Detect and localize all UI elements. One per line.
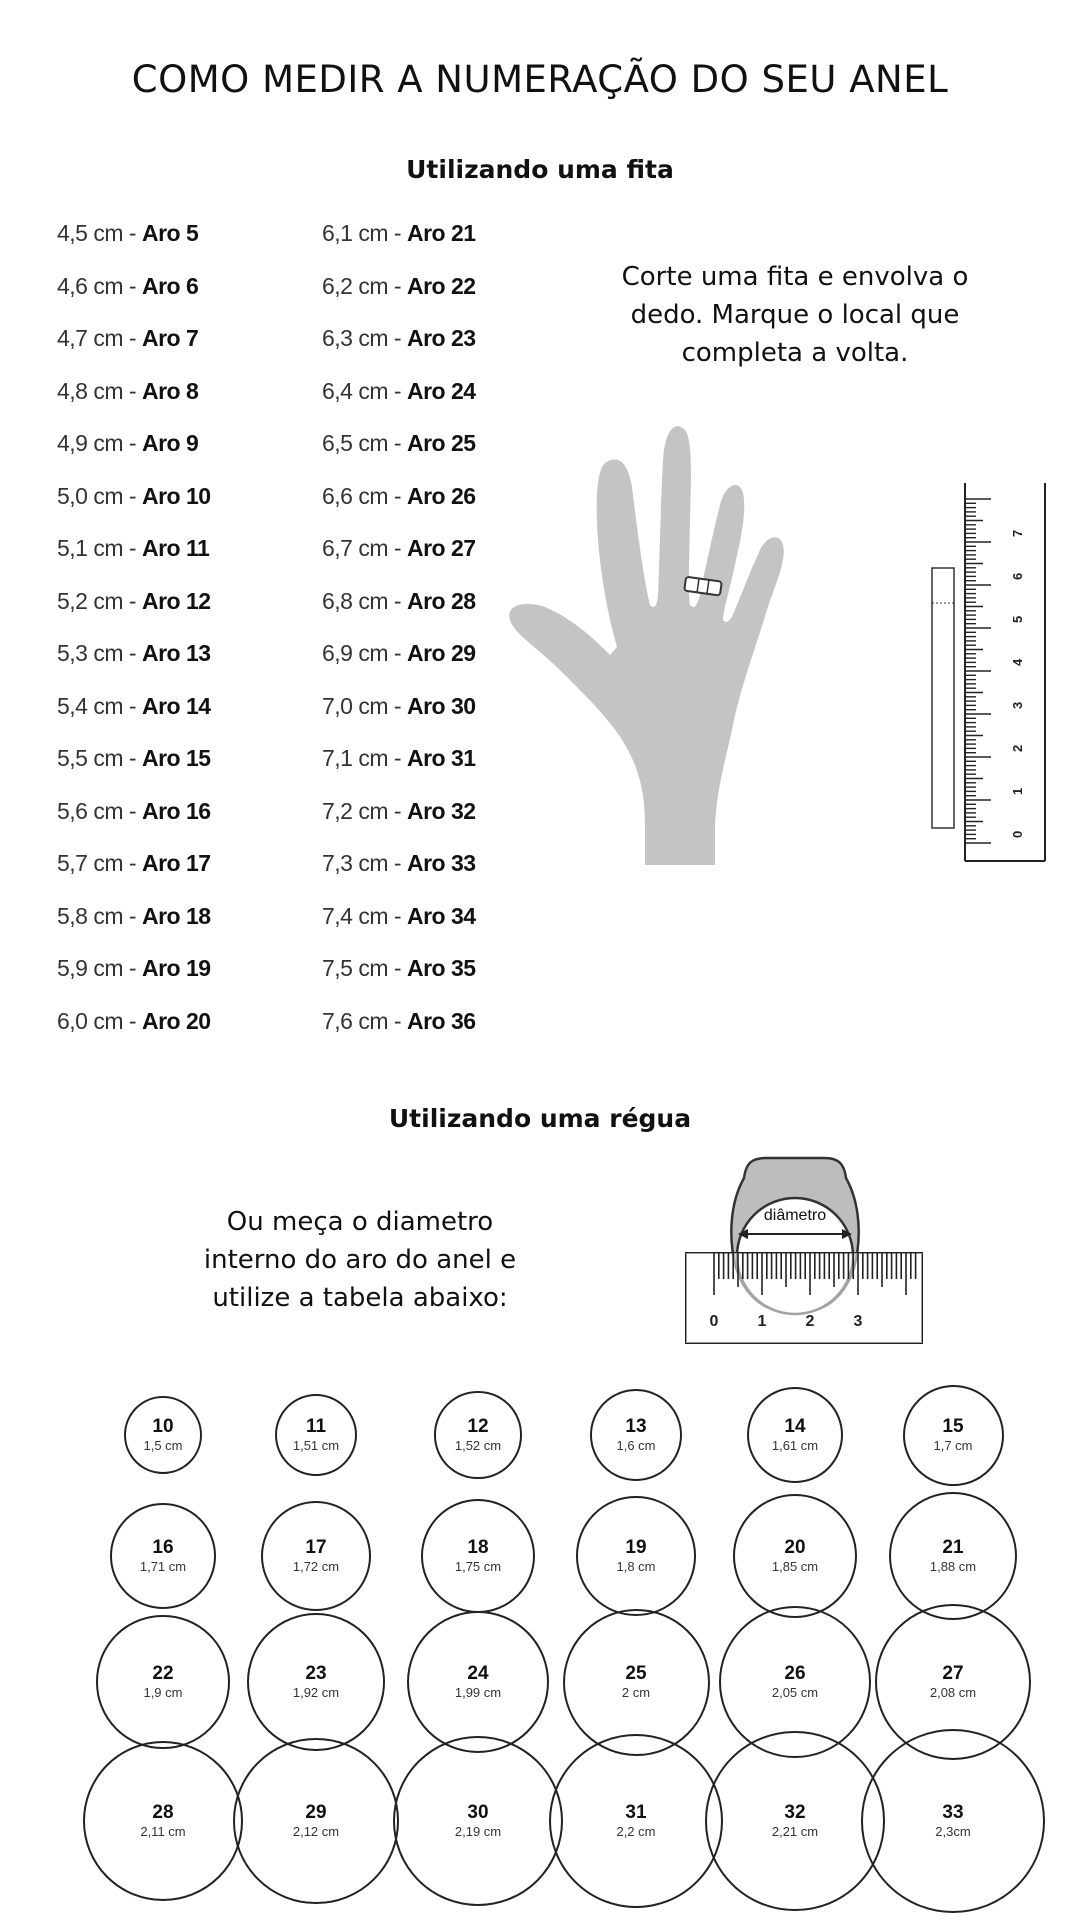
- ring-size-circle: [247, 1613, 385, 1751]
- aro-size: Aro 30: [406, 692, 476, 719]
- size-row: [57, 483, 211, 536]
- ring-diameter: 1,5 cm: [143, 1438, 183, 1453]
- aro-size: Aro 15: [141, 745, 211, 771]
- tape-instruction: Corte uma fita e envolva o dedo. Marque o local que completa a volta.: [621, 262, 969, 368]
- ring-size-number: 22: [152, 1662, 174, 1684]
- size-row: [322, 745, 476, 798]
- ring-diameter: 2,3cm: [935, 1823, 971, 1839]
- circumference: 4,7 cm -: [57, 325, 142, 351]
- ring-size-number: 17: [305, 1536, 327, 1558]
- circumference: 7,3 cm -: [322, 850, 407, 876]
- aro-size: Aro 8: [141, 377, 199, 404]
- size-row: [57, 745, 211, 798]
- circumference: 7,6 cm -: [322, 1007, 407, 1034]
- ring-size-circle: [407, 1611, 549, 1753]
- aro-size: Aro 16: [141, 797, 211, 824]
- circumference: 5,1 cm -: [57, 535, 142, 561]
- hand-silhouette: [509, 426, 784, 865]
- circumference: 6,3 cm -: [322, 325, 407, 351]
- ring-diameter: 2,11 cm: [140, 1823, 186, 1839]
- ring-size-number: 20: [784, 1537, 806, 1558]
- tape-section-heading: Utilizando uma fita: [406, 155, 674, 184]
- ring-diameter: 1,61 cm: [771, 1437, 819, 1453]
- circumference: 5,4 cm -: [57, 692, 142, 719]
- ring-size-circle: [124, 1396, 202, 1474]
- ring-size-circle: [733, 1494, 857, 1618]
- ring-size-number: 13: [625, 1415, 647, 1437]
- aro-size: Aro 7: [141, 325, 199, 351]
- size-table-column-2: [322, 220, 476, 1060]
- aro-size: Aro 31: [406, 745, 476, 771]
- ring-size-number: 32: [784, 1801, 806, 1823]
- circumference: 6,0 cm -: [57, 1007, 142, 1034]
- size-row: [322, 325, 476, 378]
- size-row: [57, 850, 211, 903]
- ruler-instruction: Ou meça o diametro interno do aro do anel e utilize a tabela abaixo:: [203, 1207, 517, 1313]
- ring-size-circle: [861, 1729, 1045, 1913]
- circumference: 6,4 cm -: [322, 377, 407, 404]
- ring-size-circle: [421, 1499, 536, 1614]
- ring-size-circle: [83, 1741, 244, 1902]
- ruler-label: 3: [853, 1313, 863, 1330]
- size-row: [57, 273, 211, 326]
- aro-size: Aro 5: [141, 220, 199, 246]
- ring-size-circle: [576, 1496, 695, 1615]
- size-row: [322, 220, 476, 273]
- aro-size: Aro 10: [141, 482, 211, 509]
- ring-size-number: 16: [152, 1536, 174, 1558]
- ring-size-number: 30: [467, 1802, 489, 1823]
- ring-diameter: 1,8 cm: [616, 1558, 656, 1574]
- circumference: 6,9 cm -: [322, 640, 407, 666]
- ring-size-circle: [549, 1734, 724, 1909]
- size-row: [322, 1008, 476, 1061]
- size-row: [57, 798, 211, 851]
- ring-diameter: 1,9 cm: [143, 1684, 183, 1700]
- ring-size-number: 14: [784, 1415, 806, 1437]
- ruler-label: 2: [805, 1313, 815, 1330]
- hand-illustration: [505, 425, 835, 865]
- ruler-label: 1: [1010, 787, 1025, 795]
- aro-size: Aro 20: [141, 1007, 211, 1034]
- size-row: [57, 693, 211, 746]
- circumference: 7,2 cm -: [322, 797, 407, 824]
- ring-diameter: 2,05 cm: [771, 1684, 819, 1700]
- size-row: [57, 325, 211, 378]
- ring-diameter: 1,72 cm: [292, 1558, 340, 1574]
- size-row: [322, 430, 476, 483]
- circumference: 4,6 cm -: [57, 272, 142, 299]
- size-row: [57, 588, 211, 641]
- ring-size-circle: [747, 1387, 843, 1483]
- ring-size-number: 33: [942, 1801, 964, 1823]
- aro-size: Aro 27: [406, 535, 476, 561]
- ring-size-number: 24: [467, 1662, 489, 1684]
- ring-size-circle: [261, 1501, 371, 1611]
- ring-size-circle: [96, 1615, 229, 1748]
- ring-size-number: 28: [152, 1801, 174, 1823]
- ring-size-grid: [0, 1380, 1080, 1900]
- ruler-label: 6: [1010, 572, 1025, 580]
- circumference: 4,8 cm -: [57, 377, 142, 404]
- size-row: [322, 693, 476, 746]
- aro-size: Aro 18: [141, 902, 211, 929]
- aro-size: Aro 22: [406, 272, 476, 299]
- ruler-label: 2: [1010, 744, 1025, 752]
- circumference: 5,0 cm -: [57, 482, 142, 509]
- size-table-column-1: [57, 220, 211, 1060]
- ring-diameter: 2,21 cm: [771, 1823, 819, 1839]
- ruler-label: 0: [709, 1313, 719, 1330]
- size-row: [57, 1008, 211, 1061]
- ring-size-circle: [393, 1736, 563, 1906]
- aro-size: Aro 11: [141, 535, 210, 561]
- aro-size: Aro 12: [141, 587, 211, 614]
- ruler-section-heading: Utilizando uma régua: [388, 1104, 692, 1133]
- ring-diameter: 2,08 cm: [929, 1684, 977, 1700]
- ring-diameter: 1,88 cm: [929, 1558, 977, 1574]
- circumference: 6,8 cm -: [322, 587, 407, 614]
- ring-size-number: 25: [625, 1663, 647, 1684]
- aro-size: Aro 24: [406, 377, 476, 404]
- aro-size: Aro 17: [141, 850, 211, 876]
- ring-size-circle: [590, 1389, 682, 1481]
- circumference: 5,8 cm -: [57, 902, 142, 929]
- ring-diameter: 2,12 cm: [292, 1823, 340, 1839]
- ring-size-circle: [110, 1503, 216, 1609]
- aro-size: Aro 6: [141, 272, 199, 299]
- size-row: [57, 955, 211, 1008]
- size-row: [57, 535, 211, 588]
- ring-size-number: 29: [305, 1801, 327, 1823]
- ring-size-number: 11: [305, 1415, 327, 1437]
- aro-size: Aro 35: [406, 955, 476, 981]
- ring-size-number: 26: [784, 1662, 806, 1684]
- circumference: 6,2 cm -: [322, 272, 407, 299]
- ring-size-number: 18: [467, 1536, 489, 1558]
- size-row: [322, 903, 476, 956]
- ring-diameter: 2 cm: [621, 1685, 651, 1700]
- circumference: 7,4 cm -: [322, 902, 407, 929]
- aro-size: Aro 14: [141, 692, 211, 719]
- size-row: [322, 955, 476, 1008]
- ring-size-circle: [275, 1394, 358, 1477]
- ruler-label: 7: [1010, 529, 1025, 537]
- circumference: 5,3 cm -: [57, 640, 142, 666]
- ring-size-number: 27: [942, 1662, 964, 1684]
- size-row: [322, 378, 476, 431]
- ring-size-number: 31: [625, 1801, 647, 1823]
- ring-size-circle: [434, 1391, 521, 1478]
- size-row: [322, 535, 476, 588]
- circumference: 6,7 cm -: [322, 535, 407, 561]
- ring-size-number: 23: [305, 1662, 327, 1684]
- ring-size-circle: [889, 1492, 1018, 1621]
- circumference: 6,6 cm -: [322, 482, 407, 509]
- ring-diameter: 1,52 cm: [454, 1437, 502, 1453]
- ring-diameter: 2,2 cm: [616, 1823, 656, 1839]
- size-row: [322, 273, 476, 326]
- circumference: 6,1 cm -: [322, 220, 407, 246]
- circumference: 5,5 cm -: [57, 745, 142, 771]
- aro-size: Aro 33: [406, 850, 476, 876]
- ring-size-number: 10: [152, 1416, 174, 1437]
- circumference: 5,7 cm -: [57, 850, 142, 876]
- aro-size: Aro 9: [141, 430, 199, 456]
- aro-size: Aro 36: [406, 1007, 476, 1034]
- circumference: 7,5 cm -: [322, 955, 407, 981]
- ruler-label: 0: [1010, 830, 1025, 838]
- ring-diameter: 1,75 cm: [454, 1558, 502, 1574]
- aro-size: Aro 29: [406, 640, 476, 666]
- aro-size: Aro 26: [406, 482, 476, 509]
- vertical-ruler-illustration: [920, 478, 1050, 878]
- ring-diameter: 1,92 cm: [292, 1684, 340, 1700]
- ring-diameter: 1,99 cm: [454, 1684, 502, 1700]
- ring-size-number: 12: [467, 1415, 489, 1437]
- circumference: 6,5 cm -: [322, 430, 407, 456]
- ring-diameter: 1,71 cm: [139, 1558, 187, 1574]
- circumference: 5,9 cm -: [57, 955, 142, 981]
- aro-size: Aro 25: [406, 430, 476, 456]
- ring-size-circle: [705, 1731, 884, 1910]
- size-row: [57, 640, 211, 693]
- size-row: [57, 378, 211, 431]
- ruler-label: 4: [1010, 658, 1025, 666]
- ring-size-circle: [903, 1385, 1004, 1486]
- circumference: 4,5 cm -: [57, 220, 142, 246]
- circumference: 7,0 cm -: [322, 692, 407, 719]
- ring-diameter: 1,6 cm: [616, 1437, 656, 1453]
- ruler-label: 1: [757, 1313, 767, 1330]
- size-row: [57, 430, 211, 483]
- aro-size: Aro 13: [141, 640, 211, 666]
- page-title: COMO MEDIR A NUMERAÇÃO DO SEU ANEL: [131, 58, 949, 101]
- circumference: 5,2 cm -: [57, 587, 142, 614]
- size-row: [322, 798, 476, 851]
- size-row: [57, 220, 211, 273]
- ring-diameter: 1,7 cm: [933, 1438, 973, 1453]
- aro-size: Aro 21: [406, 220, 476, 246]
- ruler-label: 5: [1010, 615, 1025, 623]
- ring-size-number: 19: [625, 1536, 647, 1558]
- size-row: [322, 483, 476, 536]
- ring-diameter-diagram: [684, 1148, 924, 1348]
- size-row: [322, 640, 476, 693]
- size-row: [322, 588, 476, 641]
- ring-diameter: 1,85 cm: [771, 1559, 819, 1574]
- ring-size-number: 21: [942, 1536, 964, 1558]
- aro-size: Aro 19: [141, 955, 211, 981]
- ring-diameter: 1,51 cm: [292, 1437, 340, 1453]
- size-row: [322, 850, 476, 903]
- circumference: 4,9 cm -: [57, 430, 142, 456]
- aro-size: Aro 34: [406, 902, 476, 929]
- circumference: 7,1 cm -: [322, 745, 407, 771]
- aro-size: Aro 23: [406, 325, 476, 351]
- ring-diameter: 2,19 cm: [454, 1824, 502, 1839]
- ring-size-number: 15: [942, 1416, 964, 1437]
- aro-size: Aro 28: [406, 587, 476, 614]
- size-row: [57, 903, 211, 956]
- ring-size-circle: [233, 1738, 398, 1903]
- aro-size: Aro 32: [406, 797, 476, 824]
- ruler-label: 3: [1010, 701, 1025, 709]
- diameter-label: diâmetro: [763, 1207, 827, 1224]
- circumference: 5,6 cm -: [57, 797, 142, 824]
- tape-strip: [932, 568, 954, 828]
